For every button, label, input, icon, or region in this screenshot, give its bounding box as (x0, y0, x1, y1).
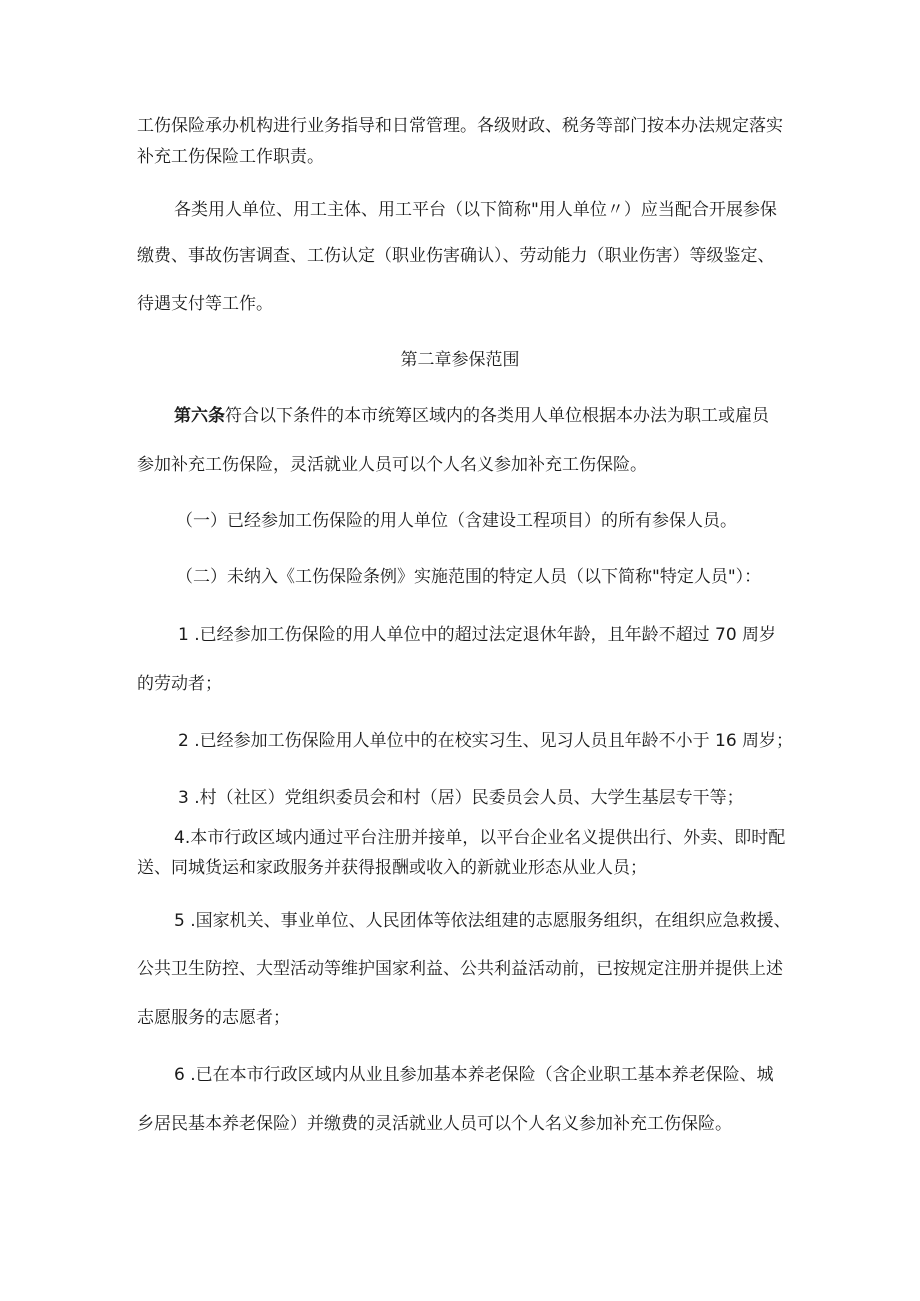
paragraph-line: （一）已经参加工伤保险的用人单位（含建设工程项目）的所有参保人员。 (176, 511, 737, 531)
list-item: 3 .村（社区）党组织委员会和村（居）民委员会人员、大学生基层专干等； (178, 788, 744, 808)
paragraph-line: 补充工伤保险工作职责。 (137, 147, 324, 167)
list-item: 5 .国家机关、事业单位、人民团体等依法组建的志愿服务组织，在组织应急救援、 (174, 911, 791, 931)
paragraph-line: 参加补充工伤保险，灵活就业人员可以个人名义参加补充工伤保险。 (137, 455, 647, 475)
paragraph-line: 缴费、事故伤害调查、工伤认定（职业伤害确认）、劳动能力（职业伤害）等级鉴定、 (137, 246, 775, 266)
paragraph-line: 各类用人单位、用工主体、用工平台（以下简称"用人单位〃）应当配合开展参保 (174, 200, 777, 220)
list-item-continued: 志愿服务的志愿者； (137, 1008, 290, 1028)
article-number: 第六条 (174, 406, 225, 426)
paragraph-line: 工伤保险承办机构进行业务指导和日常管理。各级财政、税务等部门按本办法规定落实 (137, 116, 783, 136)
list-item: 2 .已经参加工伤保险用人单位中的在校实习生、见习人员且年龄不小于 16 周岁； (178, 731, 794, 751)
list-item-continued: 公共卫生防控、大型活动等维护国家利益、公共利益活动前，已按规定注册并提供上述 (137, 959, 783, 979)
list-item: 6 .已在本市行政区域内从业且参加基本养老保险（含企业职工基本养老保险、城 (174, 1065, 774, 1085)
paragraph-line: 待遇支付等工作。 (137, 294, 273, 314)
list-item: 1 .已经参加工伤保险的用人单位中的超过法定退休年龄，且年龄不超过 70 周岁 (178, 625, 777, 645)
list-item-continued: 送、同城货运和家政服务并获得报酬或收入的新就业形态从业人员； (137, 858, 647, 878)
list-item-continued: 乡居民基本养老保险）并缴费的灵活就业人员可以个人名义参加补充工伤保险。 (137, 1114, 732, 1134)
list-item-continued: 的劳动者； (137, 674, 222, 694)
article-line (174, 405, 769, 427)
chapter-heading: 第二章参保范围 (400, 350, 520, 370)
list-item: 4.本市行政区域内通过平台注册并接单，以平台企业名义提供出行、外卖、即时配 (174, 828, 786, 848)
paragraph-line: （二）未纳入《工伤保险条例》实施范围的特定人员（以下简称"特定人员"）： (176, 567, 762, 587)
article-text: 符合以下条件的本市统筹区域内的各类用人单位根据本办法为职工或雇员 (225, 406, 769, 426)
